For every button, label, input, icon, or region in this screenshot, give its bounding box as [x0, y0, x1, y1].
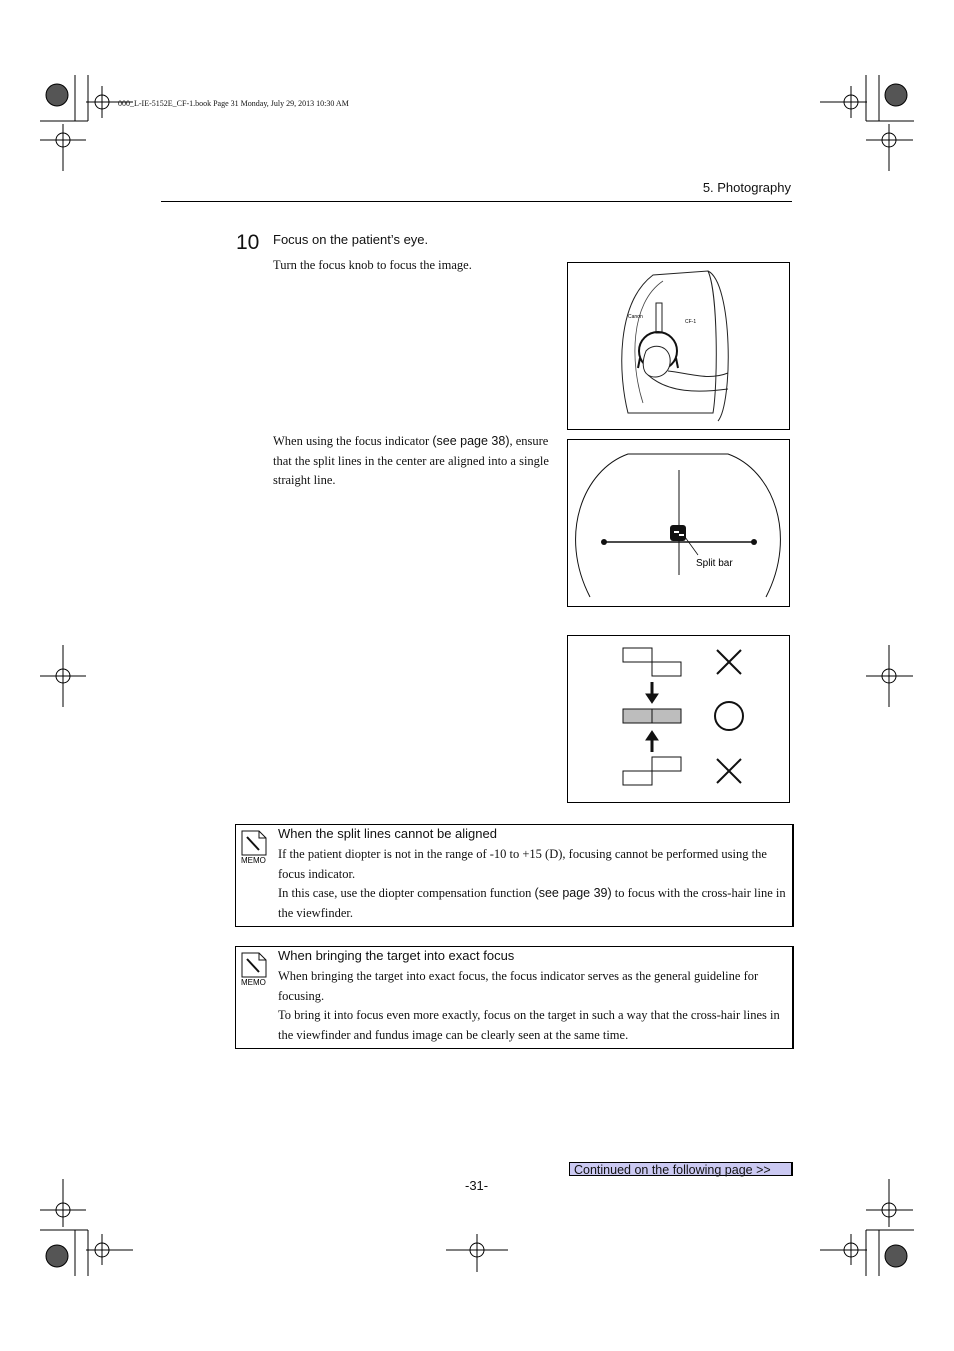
model-label: CF-1 — [685, 319, 697, 325]
step-instruction-indicator — [273, 432, 558, 491]
misaligned-top-right — [652, 662, 681, 676]
memo-line: To bring it into focus even more exactly, focus on the target in such a way that the cross-hair lines in the viewfinder and fundus image can be clearly seen at the same time. — [278, 1008, 780, 1042]
memo-title: When bringing the target into exact focus — [278, 948, 515, 963]
page-reference-39[interactable]: (see page 39) — [534, 886, 612, 900]
split-bar-label: Split bar — [696, 558, 733, 569]
step-title: Focus on the patient’s eye. — [273, 232, 429, 247]
memo-box-exact-focus — [235, 946, 794, 1049]
step-instruction-knob: Turn the focus knob to focus the image. — [273, 258, 472, 272]
memo-text: In this case, use the diopter compensation function — [278, 886, 535, 900]
memo-box-alignment — [235, 824, 794, 927]
correct-circle-icon — [715, 702, 743, 730]
alignment-examples-illustration — [568, 636, 789, 802]
memo-line-with-ref — [278, 884, 786, 923]
misaligned-top-left — [623, 648, 652, 662]
print-header: 000_L-IE-5152E_CF-1.book Page 31 Monday, July 29, 2013 10:30 AM — [118, 99, 349, 108]
incorrect-x-icon-bottom — [717, 759, 741, 783]
step-number: 10 — [236, 231, 260, 254]
page-number: -31- — [465, 1178, 489, 1193]
misaligned-bottom-left — [623, 771, 652, 785]
memo-icon-label: MEMO — [241, 856, 266, 864]
page-reference-38[interactable]: (see page 38) — [432, 434, 510, 448]
memo-body — [278, 845, 786, 923]
header-rule — [161, 201, 792, 202]
focus-indicator-figure — [567, 439, 790, 607]
memo-body — [278, 967, 786, 1045]
memo-icon — [241, 830, 267, 864]
continued-banner: Continued on the following page >> — [569, 1162, 793, 1176]
brand-label: Canon — [628, 314, 643, 320]
memo-title: When the split lines cannot be aligned — [278, 826, 497, 841]
focus-knob-figure — [567, 262, 790, 430]
incorrect-x-icon — [717, 650, 741, 674]
memo-line: If the patient diopter is not in the range of -10 to +15 (D), focusing cannot be performed using the focus indicator. — [278, 847, 767, 881]
memo-line: When bringing the target into exact focus, the focus indicator serves as the general guideline for focusing. — [278, 969, 759, 1003]
memo-icon-label: MEMO — [241, 978, 266, 986]
arrow-down-icon — [646, 694, 658, 703]
section-title: 5. Photography — [702, 180, 791, 195]
focus-knob-illustration — [568, 263, 789, 429]
misaligned-bottom-right — [652, 757, 681, 771]
arrow-up-icon — [646, 731, 658, 740]
instruction-text: When using the focus indicator — [273, 434, 433, 448]
memo-text-end: to focus with the cross-hair line in the viewfinder. — [278, 886, 786, 920]
memo-icon — [241, 952, 267, 986]
instruction-text-end: , ensure that the split lines in the center are aligned into a single straight line. — [273, 434, 549, 487]
alignment-examples-figure — [567, 635, 790, 803]
focus-indicator-illustration — [568, 440, 789, 606]
